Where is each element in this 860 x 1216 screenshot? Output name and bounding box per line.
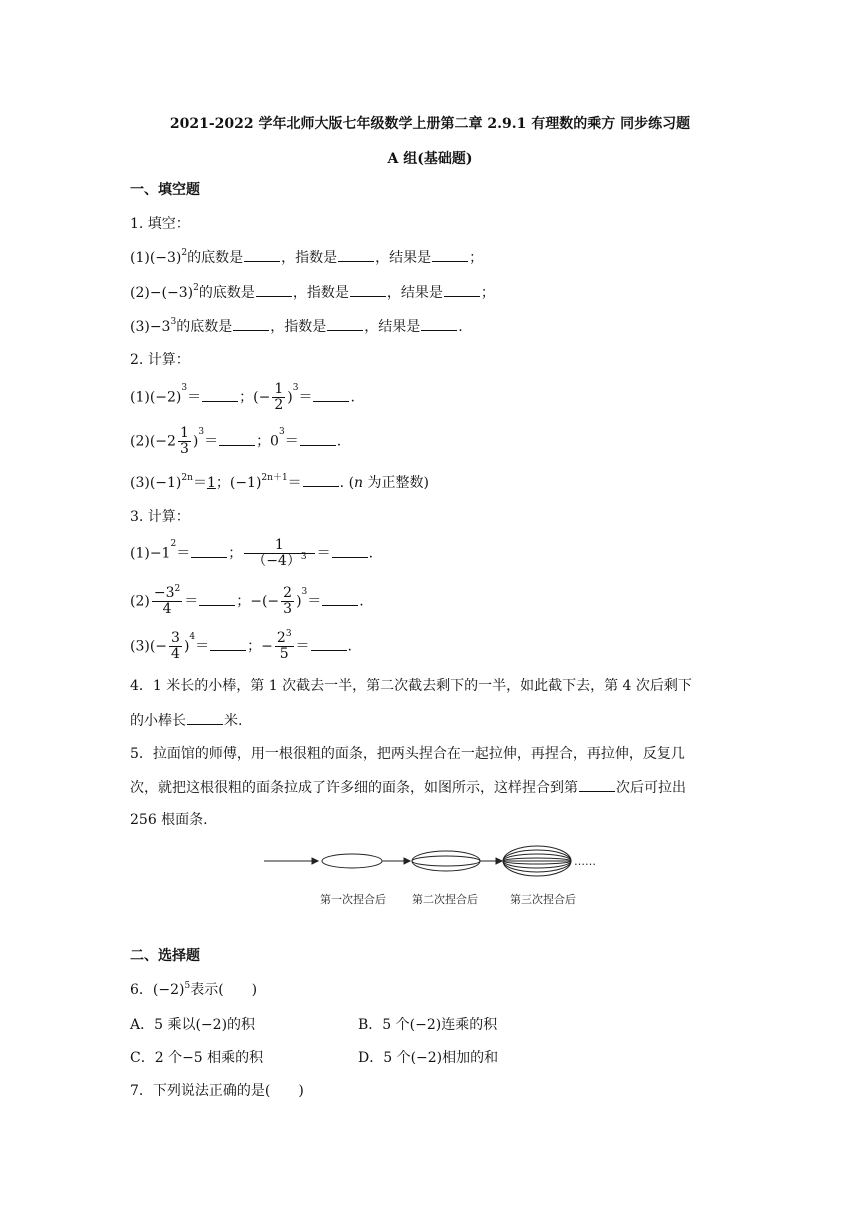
question-7-stem: 7．下列说法正确的是( ) bbox=[130, 1083, 304, 1099]
option-d[interactable]: D．5 个(−2)相加的和 bbox=[358, 1050, 499, 1066]
answer-blank[interactable] bbox=[327, 316, 363, 331]
question-4-line-2: 的小棒长 米. bbox=[130, 710, 242, 731]
question-6-stem: 6．$(-2)^5$表示( ) bbox=[130, 981, 258, 998]
figure-caption-3: 第三次捏合后 bbox=[510, 893, 576, 906]
question-3-stem: 3. 计算： bbox=[130, 509, 190, 525]
answer-blank[interactable] bbox=[313, 387, 349, 402]
answer-blank[interactable] bbox=[187, 710, 223, 725]
arrow-icon bbox=[496, 858, 502, 864]
question-1-stem: 1. 填空： bbox=[130, 216, 190, 232]
arrow-icon bbox=[312, 858, 318, 864]
question-3-part-1: $(1)-1^2=$ ； $\frac{1}{(-4)^3}$ ＝ . bbox=[130, 537, 374, 569]
fraction: $\frac{2^3}{5}$ bbox=[276, 629, 292, 662]
section-multiple-choice: 二、选择题 bbox=[130, 948, 200, 964]
answer-blank[interactable] bbox=[311, 636, 347, 651]
fraction: $\frac{3}{4}$ bbox=[171, 630, 180, 662]
question-5-line-2: 次，就把这根很粗的面条拉成了许多细的面条，如图所示，这样捏合到第 次后可拉出 bbox=[130, 777, 686, 798]
answer-blank[interactable] bbox=[233, 316, 269, 331]
noodle-figure bbox=[262, 845, 602, 910]
section-fill-in: 一、填空题 bbox=[130, 182, 200, 198]
answer-blank[interactable] bbox=[579, 777, 615, 792]
option-b[interactable]: B．5 个(−2)连乘的积 bbox=[358, 1017, 498, 1033]
question-1-part-2: $(2)-(-3)^2$的底数是 ，指数是 ，结果是 ； bbox=[130, 283, 495, 301]
answer-blank[interactable] bbox=[244, 247, 280, 262]
fraction: $\frac{1}{(-4)^3}$ bbox=[244, 538, 314, 569]
answer-blank[interactable] bbox=[219, 431, 255, 446]
document-title: 2021-2022 学年北师大版七年级数学上册第二章 2.9.1 有理数的乘方 同步练习题 bbox=[169, 116, 691, 132]
question-3-part-3: (3)(− $\frac{3}{4}$ )$^4$＝ ；− $\frac{2^3}{5}$ ＝ . bbox=[130, 629, 352, 662]
answer-blank[interactable] bbox=[332, 543, 368, 558]
answer-blank[interactable] bbox=[322, 591, 358, 606]
question-2-part-1: $(1)(-2)^3=$ ；(− $\frac{1}{2}$ )$^3$＝ . bbox=[130, 381, 355, 413]
question-1-part-1: $(1)(-3)^2$的底数是 ，指数是 ，结果是 ； bbox=[130, 248, 484, 266]
answer-blank[interactable] bbox=[256, 282, 292, 297]
figure-caption-2: 第二次捏合后 bbox=[412, 893, 478, 906]
noodle-loop-1 bbox=[322, 854, 382, 868]
question-1-part-3: $(3)-3^3$的底数是 ，指数是 ，结果是 . bbox=[130, 317, 463, 335]
answer-blank[interactable] bbox=[421, 316, 457, 331]
answer-blank[interactable] bbox=[338, 247, 374, 262]
question-5-line-3: 256 根面条. bbox=[130, 812, 208, 828]
figure-dots: …… bbox=[574, 855, 596, 868]
question-5-line-1: 5．拉面馆的师傅，用一根很粗的面条，把两头捏合在一起拉伸，再捏合，再拉伸，反复几 bbox=[130, 746, 685, 762]
option-c[interactable]: C．2 个−5 相乘的积 bbox=[130, 1050, 264, 1066]
answer-blank[interactable] bbox=[350, 282, 386, 297]
question-2-part-2: (2)(−2 $\frac{1}{3}$ )$^3$＝ ；$0^3=$ . bbox=[130, 425, 342, 457]
fraction: $\frac{-3^2}{4}$ bbox=[153, 584, 181, 617]
fraction: $\frac{1}{2}$ bbox=[274, 381, 284, 413]
fraction: $\frac{1}{3}$ bbox=[179, 425, 189, 457]
answer-blank[interactable] bbox=[210, 636, 246, 651]
answer-blank[interactable] bbox=[444, 282, 480, 297]
figure-caption-1: 第一次捏合后 bbox=[320, 893, 386, 906]
answer-blank[interactable] bbox=[300, 431, 336, 446]
answer-blank[interactable] bbox=[202, 387, 238, 402]
question-2-stem: 2. 计算： bbox=[130, 352, 190, 368]
answer-blank[interactable] bbox=[199, 591, 235, 606]
question-3-part-2: (2) $\frac{-3^2}{4}$ ＝ ；−(− $\frac{2}{3}$ )$^3$＝ . bbox=[130, 584, 364, 617]
option-a[interactable]: A．5 乘以(−2)的积 bbox=[130, 1017, 256, 1033]
fraction: $\frac{2}{3}$ bbox=[283, 585, 293, 617]
noodle-loop-2 bbox=[412, 851, 480, 871]
question-4-line-1: 4．1 米长的小棒，第 1 次截去一半，第二次截去剩下的一半，如此截下去，第 4 次后剩下 bbox=[130, 678, 692, 694]
noodle-diagram bbox=[262, 845, 602, 910]
answer-blank[interactable] bbox=[303, 472, 339, 487]
arrow-icon bbox=[404, 858, 410, 864]
answer-blank[interactable] bbox=[191, 543, 227, 558]
group-subtitle: A 组(基础题) bbox=[387, 151, 473, 167]
answer-blank[interactable] bbox=[432, 247, 468, 262]
question-2-part-3: $(3)(-1)^{2n}=1$；$(-1)^{2n+1}=$ . (n 为正整数) bbox=[130, 473, 429, 491]
noodle-loop-2-inner bbox=[412, 856, 480, 866]
